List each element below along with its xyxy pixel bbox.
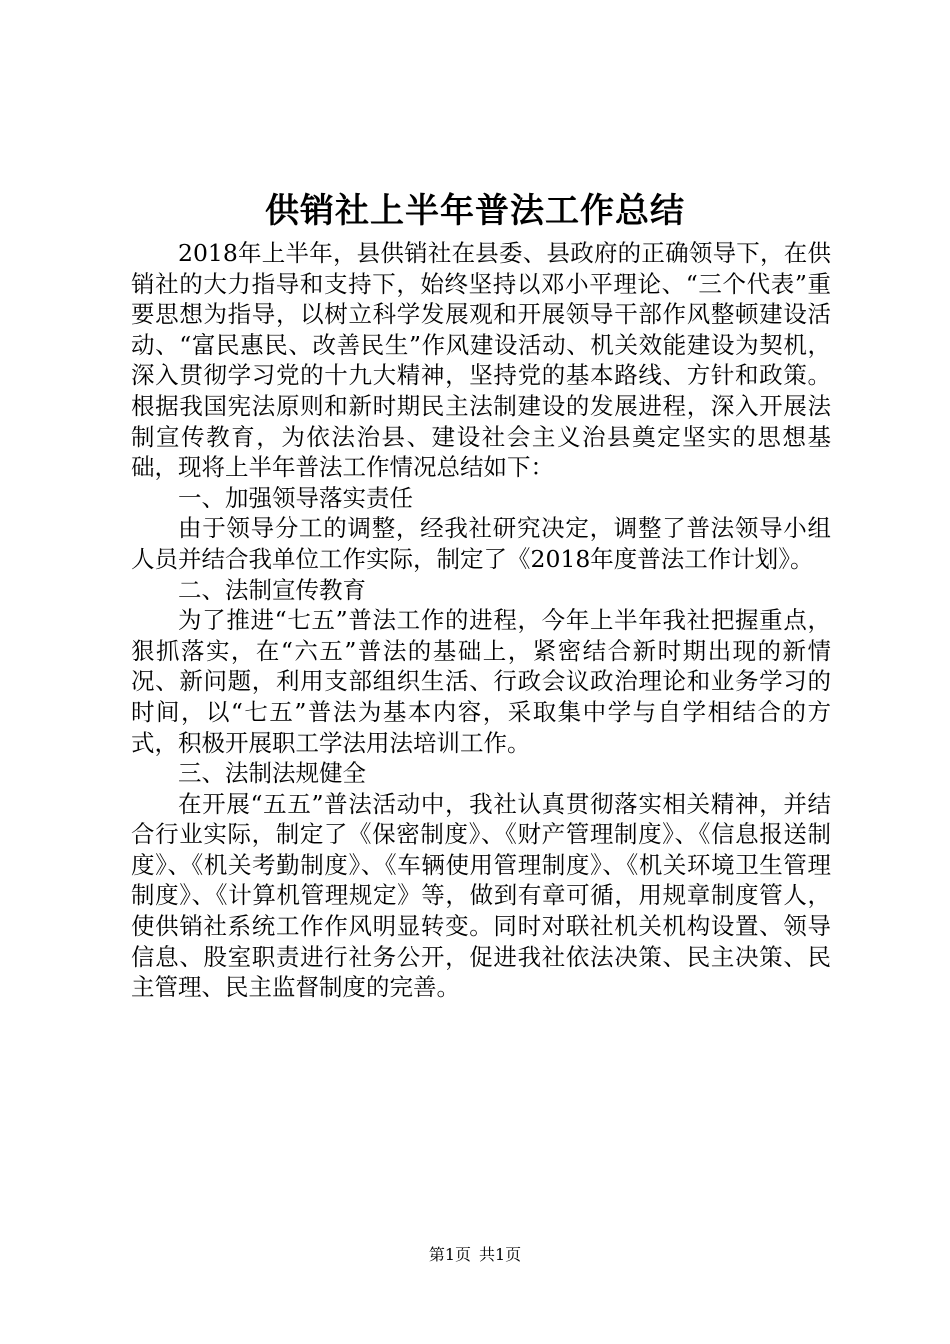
page-footer — [0, 1244, 950, 1266]
section-heading: 三、法制法规健全 — [178, 759, 366, 788]
section-heading: 一、加强领导落实责任 — [178, 483, 413, 512]
page-number-current: 第1页 — [428, 1245, 471, 1264]
body-paragraph: 为了推进“七五”普法工作的进程，今年上半年我社把握重点，狠抓落实，在“六五”普法的基础上，紧密结合新时期出现的新情况、新问题，利用支部组织生活、行政会议政治理论和业务学习的时间，以“七五”普法为基本内容，采取集中学与自学相结合的方式，积极开展职工学法用法培训工作。 — [131, 606, 831, 757]
document-body — [131, 238, 831, 1003]
document-title: 供销社上半年普法工作总结 — [265, 191, 685, 231]
body-paragraph: 在开展“五五”普法活动中，我社认真贯彻落实相关精神，并结合行业实际，制定了《保密制度》、《财产管理制度》、《信息报送制度》、《机关考勤制度》、《车辆使用管理制度》、《机关环境卫生管理制度》、《计算机管理规定》等，做到有章可循，用规章制度管人，使供销社系统工作作风明显转变。同时对联社机关机构设置、领导信息、股室职责进行社务公开，促进我社依法决策、民主决策、民主管理、民主监督制度的完善。 — [131, 789, 831, 1002]
body-paragraph: 2018年上半年，县供销社在县委、县政府的正确领导下，在供销社的大力指导和支持下，始终坚持以邓小平理论、“三个代表”重要思想为指导，以树立科学发展观和开展领导干部作风整顿建设活动、“富民惠民、改善民生”作风建设活动、机关效能建设为契机，深入贯彻学习党的十九大精神，坚持党的基本路线、方针和政策。根据我国宪法原则和新时期民主法制建设的发展进程，深入开展法制宣传教育，为依法治县、建设社会主义治县奠定坚实的思想基础，现将上半年普法工作情况总结如下： — [131, 239, 831, 482]
body-paragraph: 由于领导分工的调整，经我社研究决定，调整了普法领导小组人员并结合我单位工作实际，制定了《2018年度普法工作计划》。 — [131, 514, 831, 573]
page-number-total: 共1页 — [479, 1245, 522, 1264]
section-heading: 二、法制宣传教育 — [178, 575, 366, 604]
